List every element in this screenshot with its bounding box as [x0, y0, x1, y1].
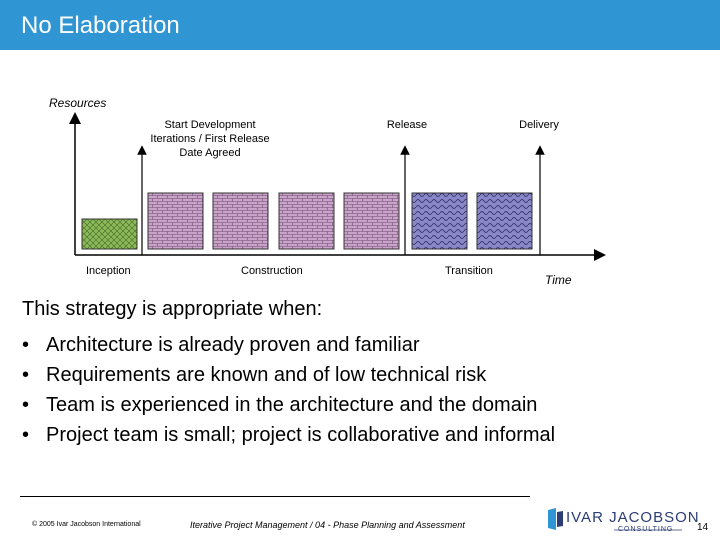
inception-iteration-1 [82, 219, 137, 249]
milestone-start-label: Start Development Iterations / First Release Date Agreed [150, 119, 270, 159]
criteria-list [22, 330, 555, 450]
transition-iteration-1 [412, 193, 467, 249]
list-item [22, 330, 555, 360]
milestone-delivery-label: Delivery [519, 119, 559, 131]
construction-iteration-3 [279, 193, 334, 249]
construction-iteration-2 [213, 193, 268, 249]
brand-tagline: CONSULTING [618, 526, 674, 533]
phase-label-inception: Inception [86, 265, 131, 277]
construction-iteration-4 [344, 193, 399, 249]
bullet-glyph: • [22, 364, 30, 386]
y-axis-label: Resources [49, 96, 107, 110]
construction-iteration-1 [148, 193, 203, 249]
list-item [22, 390, 555, 420]
list-item-text: Project team is small; project is collaborative and informal [46, 424, 556, 446]
list-item-text: Requirements are known and of low technical risk [46, 364, 487, 386]
intro-text: This strategy is appropriate when: [22, 298, 323, 320]
bullet-glyph: • [22, 424, 30, 446]
copyright-text: © 2005 Ivar Jacobson International [32, 521, 141, 528]
milestone-release-label: Release [386, 119, 428, 131]
page-title: No Elaboration [21, 12, 180, 39]
list-item-text: Architecture is already proven and familiar [46, 334, 420, 356]
page-number: 14 [697, 522, 709, 533]
phase-label-construction: Construction [241, 265, 303, 277]
course-title: Iterative Project Management / 04 - Phase Planning and Assessment [190, 520, 465, 530]
footer-divider [20, 496, 530, 497]
list-item-text: Team is experienced in the architecture and the domain [46, 394, 538, 416]
x-axis-label: Time [545, 273, 572, 287]
transition-iteration-2 [477, 193, 532, 249]
list-item [22, 360, 555, 390]
bullet-glyph: • [22, 394, 30, 416]
phase-label-transition: Transition [445, 265, 493, 277]
list-item [22, 420, 555, 450]
bullet-glyph: • [22, 334, 30, 356]
brand-name: IVAR JACOBSON [566, 509, 700, 526]
